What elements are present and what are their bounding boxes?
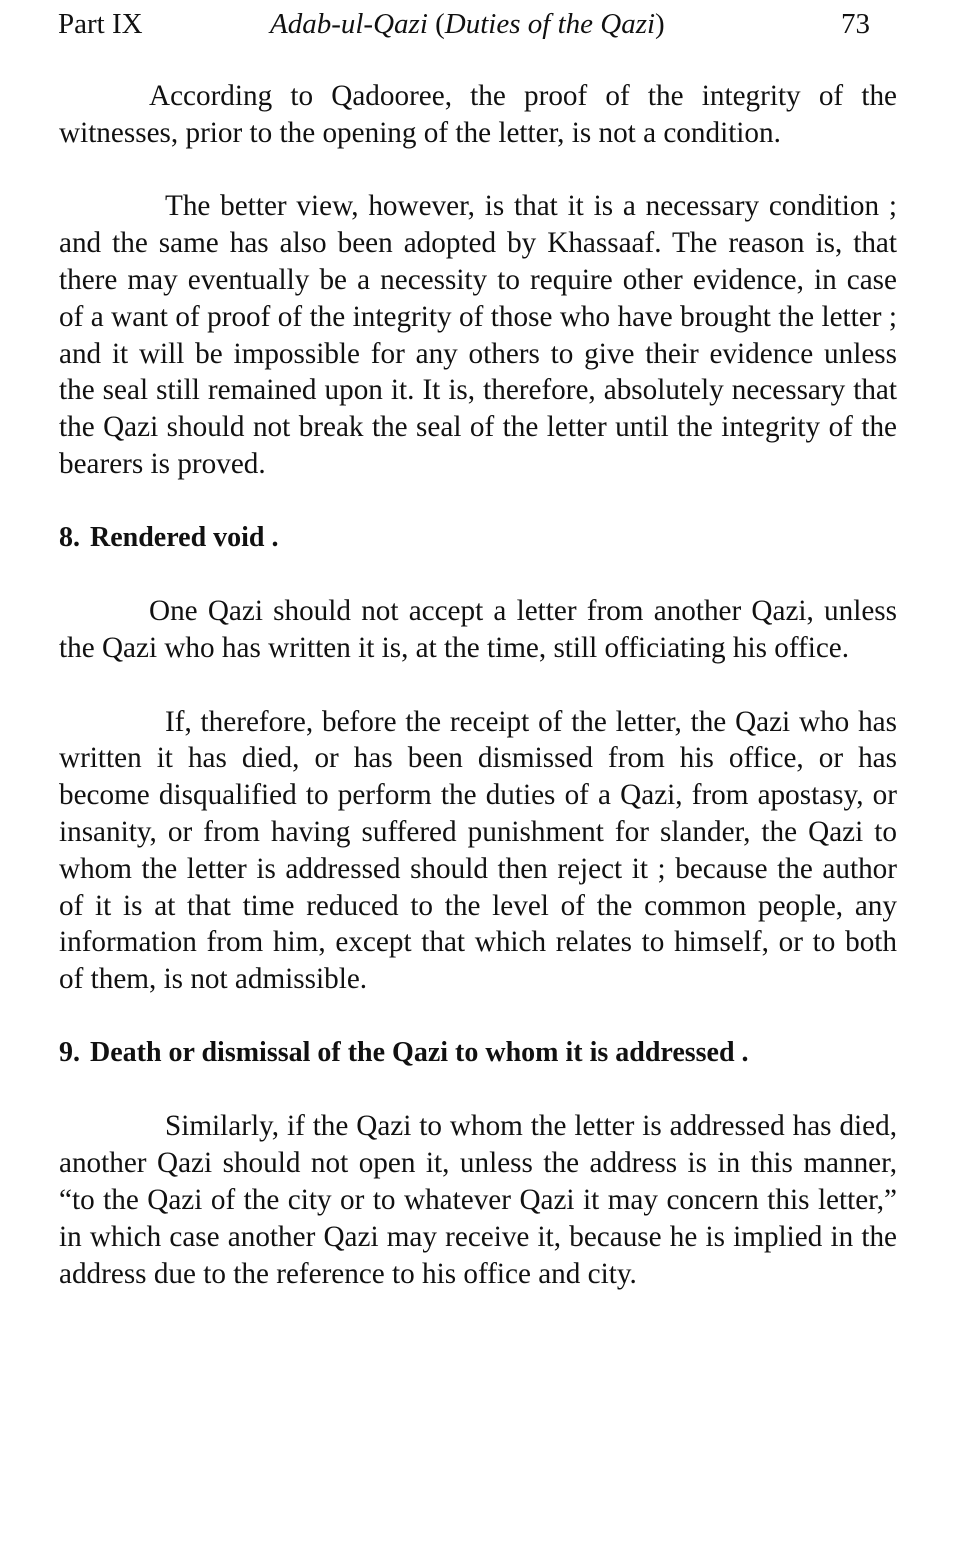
section-number-9: 9.: [59, 1036, 80, 1068]
chapter-title-sub: Duties of the Qazi: [444, 8, 656, 40]
section-number-8: 8.: [59, 521, 80, 553]
page-number: 73: [841, 8, 870, 40]
section-title-9: Death or dismissal of the Qazi to whom it is addressed .: [90, 1036, 749, 1068]
paragraph-qadooree: According to Qadooree, the proof of the integrity of the witnesses, prior to the opening of the letter, is not a condition.: [59, 80, 897, 149]
paragraph-if-therefore: If, therefore, before the receipt of the letter, the Qazi who has written it has died, or has been dismissed from his office, or has become disqualified to perform the duties of a Qazi, from apostasy, or insanity, or from having suffered punishment for slander, the Qazi to whom the letter is addressed should then reject it ; because the author of it is at that time reduced to the level of the common people, any information from him, except that which relates to himself, or to both of them, is not admissible.: [59, 705, 897, 996]
paragraph-one-qazi: One Qazi should not accept a letter from another Qazi, unless the Qazi who has written it is, at the time, still officiating his office.: [59, 595, 897, 664]
paren-open: (: [435, 8, 445, 40]
chapter-title: [270, 4, 665, 44]
section-heading-9: [59, 1035, 897, 1072]
section-heading-8: [59, 520, 897, 557]
part-label: Part IX: [58, 8, 143, 40]
chapter-title-main: Adab-ul-Qazi: [270, 8, 436, 40]
paren-close: ): [655, 8, 665, 40]
paragraph-better-view: The better view, however, is that it is a necessary condition ; and the same has also been adopted by Khassaaf. The reason is, that there may eventually be a necessity to require other evidence, in case of a want of proof of the integrity of those who have brought the letter ; and it will be impossible for any others to give their evidence unless the seal still remained upon it. It is, therefore, absolutely necessary that the Qazi should not break the seal of the letter until the integrity of the bearers is proved.: [59, 190, 897, 480]
running-header: [58, 4, 870, 44]
section-title-8: Rendered void .: [90, 521, 279, 553]
paragraph-similarly: Similarly, if the Qazi to whom the letter is addressed has died, another Qazi should not open it, unless the address is in this manner, “to the Qazi of the city or to whatever Qazi it may concern this letter,” in which case another Qazi may receive it, because he is implied in the address due to the reference to his office and city.: [59, 1110, 897, 1290]
body-text: [59, 78, 897, 1329]
